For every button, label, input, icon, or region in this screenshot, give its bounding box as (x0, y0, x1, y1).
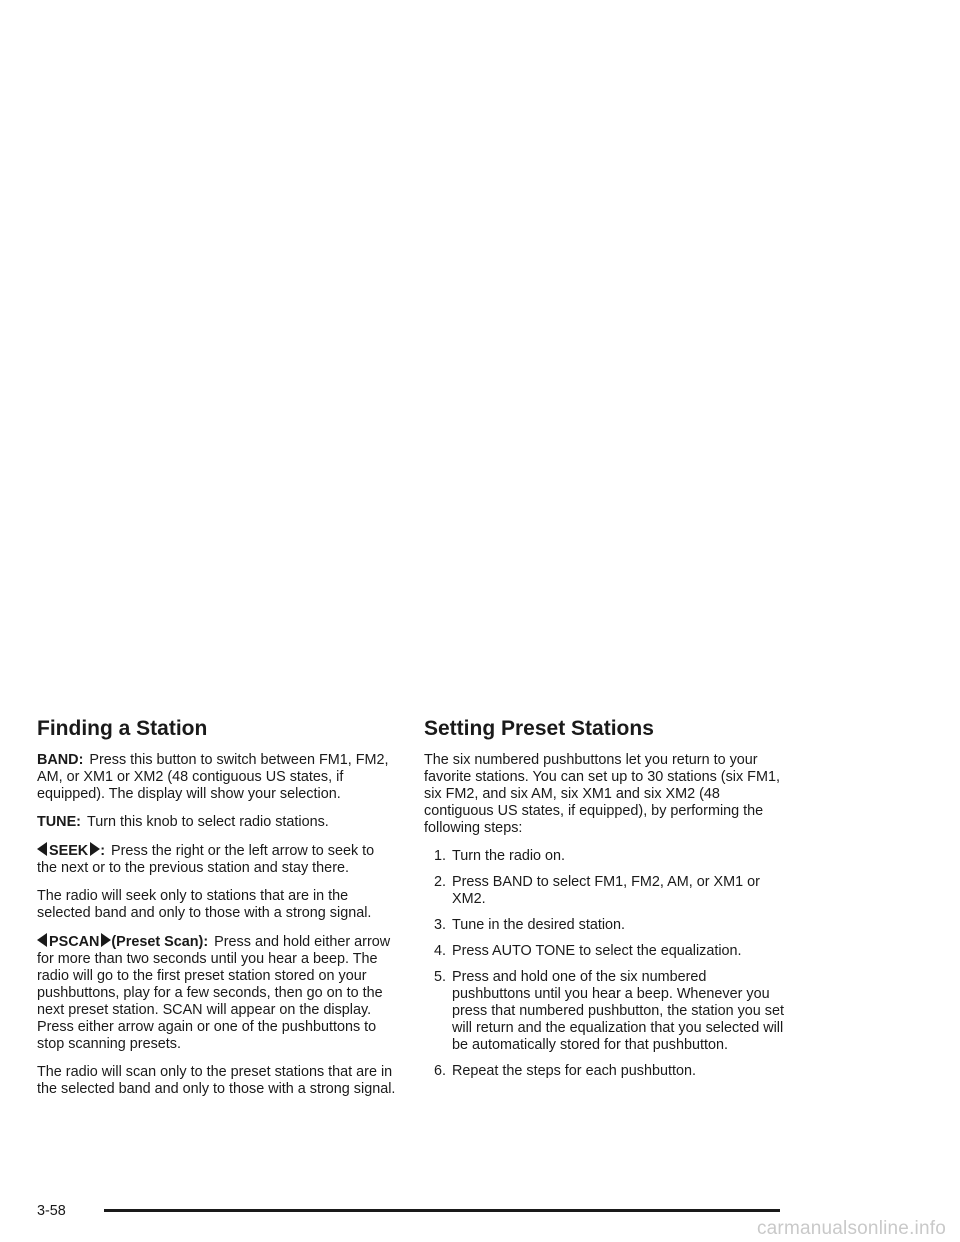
step-number: 3. (434, 917, 447, 933)
step-text: Press BAND to select FM1, FM2, AM, or XM1 or XM2. (452, 874, 760, 907)
pscan-sub: (Preset Scan): (111, 934, 209, 950)
band-paragraph (37, 752, 397, 803)
finding-a-station-section (37, 716, 397, 1109)
list-item (424, 1063, 784, 1080)
right-arrow-icon (90, 842, 100, 856)
left-arrow-icon (37, 933, 47, 947)
band-text: Press this button to switch between FM1, FM2, AM, or XM1 or XM2 (48 contiguous US states, if equipped). The display will show your selection. (37, 752, 389, 802)
list-item (424, 848, 784, 865)
tune-term: TUNE: (37, 814, 81, 830)
section-title: Setting Preset Stations (424, 717, 654, 740)
pscan-text: Press and hold either arrow for more than two seconds until you hear a beep. The radio will go to the first preset station stored on your pushbuttons, play for a few seconds, then go on to the next preset station. SCAN will appear on the display. Press either arrow again or one of the pushbuttons to stop scanning presets. (37, 934, 391, 1052)
pscan-note: The radio will scan only to the preset stations that are in the selected band and only to those with a strong signal. (37, 1064, 396, 1097)
step-number: 6. (434, 1063, 447, 1079)
step-number: 2. (434, 874, 447, 890)
step-text: Turn the radio on. (452, 848, 566, 864)
section-title: Finding a Station (37, 717, 208, 740)
pscan-term: PSCAN (49, 934, 100, 950)
list-item (424, 874, 784, 908)
step-text: Tune in the desired station. (452, 917, 626, 933)
seek-note: The radio will seek only to stations that are in the selected band and only to those with a strong signal. (37, 888, 372, 921)
left-arrow-icon (37, 842, 47, 856)
steps-list (424, 848, 784, 1080)
step-text: Press and hold one of the six numbered pushbuttons until you hear a beep. Whenever you press that numbered pushbutton, the station you set will return and the equalization that you selected will be automatically stored for that pushbutton. (452, 969, 784, 1053)
footer-divider (104, 1209, 780, 1212)
list-item (424, 917, 784, 934)
list-item (424, 943, 784, 960)
step-text: Press AUTO TONE to select the equalization. (452, 943, 742, 959)
watermark: carmanualsonline.info (756, 1218, 946, 1239)
pscan-paragraph (37, 933, 397, 1053)
step-number: 1. (434, 848, 447, 864)
step-number: 5. (434, 969, 447, 985)
right-arrow-icon (101, 933, 111, 947)
tune-paragraph (37, 814, 397, 831)
step-number: 4. (434, 943, 447, 959)
tune-text: Turn this knob to select radio stations. (86, 814, 329, 830)
intro-paragraph: The six numbered pushbuttons let you return to your favorite stations. You can set up to 30 stations (six FM1, six FM2, and six AM, six XM1 and six XM2 (48 contiguous US states, if equipped), by performing the following steps: (424, 752, 780, 836)
setting-preset-stations-section (424, 716, 784, 1089)
page-number: 3-58 (37, 1203, 66, 1219)
seek-paragraph (37, 842, 397, 877)
seek-term: SEEK (49, 843, 89, 859)
step-text: Repeat the steps for each pushbutton. (452, 1063, 697, 1079)
seek-colon: : (100, 843, 105, 859)
band-term: BAND: (37, 752, 84, 768)
seek-text: Press the right or the left arrow to seek to the next or to the previous station and stay there. (37, 843, 375, 876)
list-item (424, 969, 784, 1054)
